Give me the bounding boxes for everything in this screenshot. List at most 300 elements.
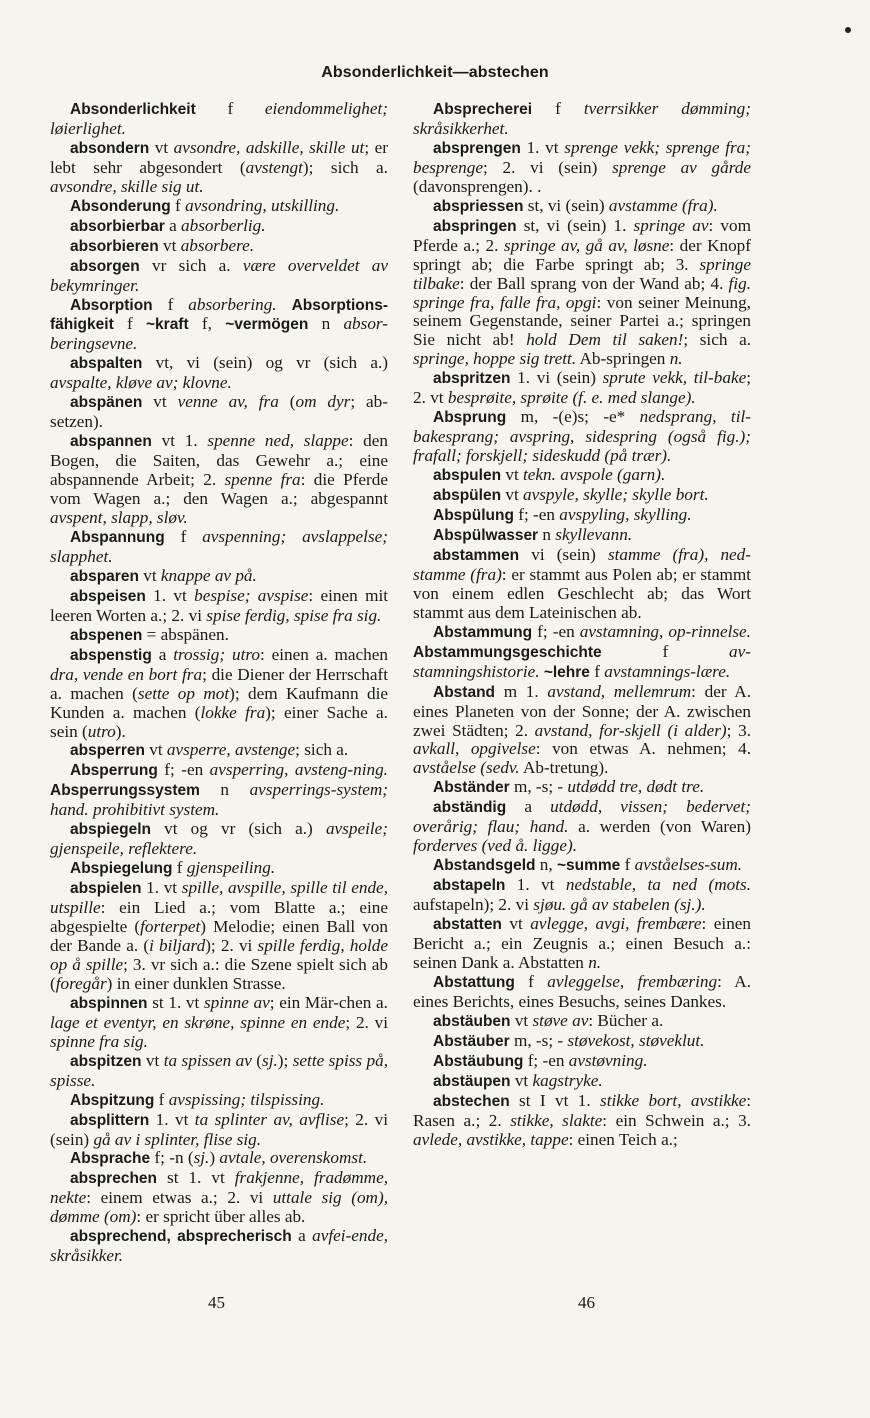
headword: ~kraft: [145, 316, 189, 334]
translation-text: absor-beringsevne.: [50, 314, 388, 354]
entry-text: vt: [149, 137, 174, 157]
entry-text: a: [291, 1226, 313, 1246]
translation-text: sprenge vekk; sprenge fra; besprenge: [413, 137, 752, 177]
translation-text: avsperring, avsteng-ning.: [209, 760, 388, 780]
translation-text: sprenge av gårde: [612, 157, 751, 177]
dictionary-entry: [413, 466, 751, 486]
dictionary-entry: [50, 761, 388, 820]
entry-text: ; ein Mär-chen a.: [269, 992, 388, 1012]
headword: abspielen: [70, 880, 142, 898]
translation-text: spille ferdig, holde op å spille: [50, 935, 389, 974]
dictionary-entry: [50, 237, 388, 257]
entry-text: st I vt 1.: [509, 1090, 601, 1110]
translation-text: utdødd, vissen; bedervet; overårig; flau; hand.: [413, 797, 751, 837]
translation-text: spinne av: [203, 992, 270, 1012]
headword: abstatten: [433, 916, 502, 934]
entry-text: vt 1.: [151, 431, 208, 451]
dictionary-entry: [50, 139, 388, 197]
entry-text: vt: [501, 485, 524, 505]
translation-text: sj.: [193, 1148, 210, 1168]
translation-text: gjenspeiling.: [186, 858, 276, 878]
dictionary-entry: [413, 526, 751, 546]
entry-text: f: [601, 641, 730, 661]
translation-text: venne av, fra: [177, 392, 279, 412]
entry-text: 1. vt: [520, 137, 565, 157]
translation-text: forderves (ved å. ligge).: [413, 836, 578, 856]
headword: Absorption: [70, 296, 153, 314]
dictionary-entry: [50, 626, 388, 646]
translation-text: avstamme (fra).: [608, 195, 718, 215]
translation-text: avsperrings-system; hand. prohibitivt system.: [50, 780, 388, 820]
entry-text: ; 2. vi: [345, 1012, 388, 1032]
headword: Abstäuber: [433, 1032, 510, 1050]
translation-text: springe av, gå av, løsne: [503, 235, 670, 255]
entry-text: ; 2. vt: [413, 368, 751, 408]
dictionary-entry: [413, 1012, 751, 1032]
translation-text: i biljard: [149, 935, 206, 955]
headword: Abständer: [433, 779, 510, 797]
dictionary-entry: [50, 393, 388, 432]
translation-text: av-stamningshistorie.: [413, 641, 751, 681]
entry-text: = abspänen.: [142, 624, 229, 644]
headword: Abstand: [433, 683, 495, 701]
headword: abspalten: [70, 355, 143, 373]
headword: abstechen: [433, 1092, 510, 1110]
headword: absplittern: [70, 1111, 150, 1129]
headword: abspänen: [70, 394, 143, 412]
translation-text: lokke fra: [200, 702, 266, 722]
dictionary-entry: [50, 217, 388, 237]
translation-text: avståelse (sedv.: [413, 758, 520, 778]
headword: abspülen: [433, 487, 502, 505]
dictionary-entry: [413, 369, 751, 408]
entry-text: st 1. vt: [157, 1168, 235, 1188]
dictionary-entry: [413, 217, 751, 370]
entry-text: st 1. vt: [147, 992, 204, 1012]
entry-text: );: [277, 1050, 293, 1070]
entry-text: : der Knopf springt ab; die Farbe springt ab; 3.: [413, 235, 752, 274]
entry-text: : ein Lied a.; vom Blatte a.; eine abgespielte (: [50, 898, 388, 937]
headword: absorbieren: [70, 237, 159, 255]
dictionary-entry: [413, 486, 751, 506]
entry-text: st, vi (sein): [523, 195, 609, 215]
translation-text: være overveldet av bekymringer.: [50, 255, 388, 295]
page-number-right: 46: [578, 1293, 595, 1312]
translation-text: sprute vekk, til-bake: [602, 368, 747, 388]
entry-text: st, vi (sein) 1.: [516, 215, 634, 235]
headword: Absperrungssystem: [50, 782, 200, 800]
dictionary-entry: [50, 1111, 388, 1150]
translation-text: støve av: [532, 1010, 589, 1030]
entry-text: : einen a. machen: [260, 644, 388, 664]
entry-text: m, -(e)s; -e*: [506, 407, 640, 427]
entry-text: ): [209, 1148, 220, 1168]
translation-text: uttale sig (om), dømme (om): [50, 1188, 388, 1227]
dictionary-entry: [413, 1032, 751, 1052]
entry-text: 1. vt: [141, 878, 182, 898]
translation-text: avspeile; gjenspeile, reflektere.: [50, 819, 388, 859]
translation-text: stamme (fra), ned-stamme (fra): [413, 544, 751, 584]
entry-text: : Bücher a.: [588, 1010, 664, 1030]
entry-text: f: [589, 661, 605, 681]
entry-text: : einen mit leeren Worten a.; 2. vi: [50, 585, 388, 625]
dictionary-entry: [50, 528, 388, 567]
entry-text: (davonsprengen). .: [413, 176, 542, 196]
headword: abspitzen: [70, 1052, 142, 1070]
dictionary-entry: [50, 646, 388, 742]
entry-text: vt og vr (sich a.): [150, 819, 326, 839]
translation-text: sette spiss på, spisse.: [50, 1050, 389, 1090]
entry-text: f; -en: [513, 505, 560, 525]
entry-text: ; er lebt sehr abgesondert (: [50, 137, 388, 177]
entry-text: : A. eines Berichts, eines Besuchs, seines Dankes.: [413, 971, 751, 1011]
headword: ~vermögen: [225, 316, 309, 334]
translation-text: utdødd tre, dødt tre.: [567, 777, 705, 797]
dictionary-entry: [50, 994, 388, 1052]
dictionary-entry: [413, 408, 751, 466]
translation-text: frakjenne, fradømme, nekte: [50, 1168, 388, 1208]
translation-text: hold Dem til saken!: [526, 330, 684, 350]
headword: Absprache: [70, 1150, 151, 1168]
headword: absorgen: [70, 257, 140, 275]
entry-text: n: [538, 524, 556, 544]
entry-text: vt: [501, 465, 524, 485]
entry-text: f; -en: [532, 621, 580, 641]
dictionary-entry: [50, 100, 388, 139]
translation-text: støvekost, støveklut.: [567, 1030, 705, 1050]
entry-text: f: [164, 526, 203, 546]
headword: Abstammung: [433, 623, 533, 641]
translation-text: spinne fra sig.: [50, 1031, 148, 1051]
entry-text: vt: [141, 1050, 164, 1070]
dictionary-entry: [413, 1072, 751, 1092]
translation-text: springe tilbake: [413, 254, 751, 293]
translation-text: sjøu. gå av stabelen (sj.).: [533, 895, 706, 915]
entry-text: a. werden (von Waren): [568, 817, 751, 837]
entry-text: n: [199, 780, 250, 800]
translation-text: forterpet: [140, 917, 201, 937]
translation-text: avstamnings-lære.: [604, 661, 731, 681]
translation-text: spille, avspille, spille til ende, utspille: [50, 878, 388, 918]
translation-text: avstøvning.: [568, 1050, 648, 1070]
entry-text: f: [113, 314, 146, 334]
dictionary-entry: [50, 1091, 388, 1111]
headword: abspriessen: [433, 197, 524, 215]
headword: absorbierbar: [70, 217, 165, 235]
entry-text: Ab-tretung).: [519, 758, 609, 778]
entry-text: f; -en: [523, 1050, 569, 1070]
dictionary-entry: [413, 546, 751, 623]
translation-text: foregår: [55, 973, 107, 993]
entry-text: f: [170, 195, 186, 215]
entry-text: aufstapeln); 2. vi: [413, 895, 534, 915]
translation-text: springe av: [633, 215, 709, 235]
entry-text: : einen Bericht a.; ein Zeugnis a.; einen Besuch a.: seinen Dank a. Abstatten: [413, 914, 752, 972]
entry-text: : der Ball sprang von der Wand ab; 4.: [459, 273, 729, 293]
entry-text: a: [506, 797, 551, 817]
dictionary-entry: [50, 587, 388, 626]
entry-text: f: [620, 855, 635, 875]
dictionary-entry: [413, 798, 751, 856]
translation-text: avsondre, skille sig ut.: [50, 176, 204, 196]
headword: Abspülwasser: [433, 526, 539, 544]
dictionary-entry: [50, 296, 388, 355]
translation-text: avstengt: [245, 157, 303, 177]
entry-text: : einen Teich a.;: [568, 1129, 678, 1149]
translation-text: fig. springe fra, falle fra, opgi: [413, 273, 751, 312]
translation-text: stikke, slakte: [510, 1110, 603, 1130]
entry-text: : von seiner Meinung, seinem Gegenstande, seiner Partei a.; springen Sie nicht ab!: [413, 292, 751, 350]
headword: Absonderung: [70, 197, 171, 215]
translation-text: avspalte, kløve av; klovne.: [50, 373, 232, 393]
entry-text: : einem etwas a.; 2. vi: [86, 1188, 273, 1208]
entry-text: : Rasen a.; 2.: [413, 1090, 751, 1130]
entry-text: ); sich a.: [302, 157, 388, 177]
headword: ~lehre: [543, 663, 590, 681]
translation-text: utro: [87, 721, 116, 741]
dictionary-entry: [413, 623, 751, 683]
headword: Abspiegelung: [70, 860, 173, 878]
dictionary-entry: [50, 257, 388, 296]
translation-text: nedstable, ta ned (mots.: [565, 875, 751, 895]
translation-text: avlede, avstikke, tappe: [413, 1129, 569, 1149]
entry-text: [277, 295, 292, 314]
translation-text: tverrsikker dømming; skråsikkerhet.: [413, 99, 751, 138]
entry-text: ); 2. vi: [205, 935, 258, 955]
entry-text: f: [514, 971, 548, 991]
entry-text: n,: [535, 855, 557, 875]
entry-text: 1. vt: [145, 585, 195, 605]
entry-text: f: [172, 858, 187, 878]
headword: Abspitzung: [70, 1091, 155, 1109]
translation-text: n.: [669, 349, 683, 369]
headword: abspringen: [433, 217, 517, 235]
translation-text: avkall, opgivelse: [413, 739, 536, 759]
translation-text: spise ferdig, spise fra sig.: [206, 605, 382, 625]
dictionary-entry: [50, 1169, 388, 1227]
translation-text: avlegge, avgi, frembære: [530, 914, 702, 934]
entry-text: ); dem Kaufmann die Kunden a. machen (: [50, 683, 388, 722]
dictionary-entry: [50, 820, 388, 859]
headword: abspeisen: [70, 587, 146, 605]
translation-text: avspyle, skylle; skylle bort.: [523, 485, 709, 505]
entry-text: f; -n (: [150, 1148, 194, 1168]
dictionary-entry: [413, 973, 751, 1012]
entry-text: vt: [158, 235, 181, 255]
translation-text: kagstryke.: [532, 1070, 603, 1090]
entry-text: 1. vt: [505, 875, 566, 895]
entry-text: : die Pferde vom Wagen a.; den Wagen a.; abgespannt: [50, 470, 388, 509]
translation-text: avstand, mellemrum: [547, 681, 692, 701]
dictionary-entry: [50, 432, 388, 528]
headword: absondern: [70, 139, 150, 157]
translation-text: spenne fra: [224, 470, 301, 490]
entry-text: : er spricht über alles ab.: [136, 1207, 306, 1227]
translation-text: spenne ned, slappe: [207, 431, 349, 451]
translation-text: ta spissen av: [163, 1050, 252, 1070]
dictionary-entry: [413, 876, 751, 915]
translation-text: eiendommelighet; løierlighet.: [50, 99, 388, 138]
translation-text: tekn. avspole (garn).: [523, 465, 666, 485]
dictionary-entry: [50, 1052, 388, 1091]
translation-text: dra, vende en bort fra: [50, 664, 203, 684]
translation-text: ta splinter av, avflise: [194, 1109, 345, 1129]
entry-text: ; 2. vi (sein): [483, 157, 613, 177]
translation-text: avspyling, skylling.: [559, 505, 692, 525]
entry-text: : von etwas A. nehmen; 4.: [535, 739, 751, 759]
translation-text: avsondre, adskille, skille ut: [173, 137, 365, 157]
entry-text: m, -s; -: [509, 1030, 568, 1050]
entry-text: a: [151, 644, 174, 664]
entry-text: ) in einer dunklen Strasse.: [106, 973, 286, 993]
headword: absprengen: [433, 139, 521, 157]
entry-text: a: [164, 215, 181, 235]
headword: abstapeln: [433, 877, 506, 895]
translation-text: absorberlig.: [181, 215, 266, 235]
entry-text: vt: [501, 914, 531, 934]
translation-text: absorbering.: [188, 294, 277, 314]
headword: Abstäubung: [433, 1052, 524, 1070]
headword: Absperrung: [70, 762, 158, 780]
entry-text: vr sich a.: [139, 255, 243, 275]
entry-text: vt: [510, 1010, 533, 1030]
entry-text: : er stammt aus Polen ab; er stammt von einem edlen Geschlecht ab; das Wort stammt aus dem Lateinischen ab.: [413, 564, 751, 622]
headword: absprechen: [70, 1170, 158, 1188]
entry-text: vt, vi (sein) og vr (sich a.): [142, 353, 388, 373]
entry-text: f; -en: [157, 760, 210, 780]
translation-text: avleggelse, frembæring: [547, 971, 718, 991]
translation-text: lage et eventyr, en skrøne, spinne en ende: [50, 1012, 346, 1032]
dictionary-entry: [413, 139, 751, 197]
entry-text: Ab-springen: [576, 349, 670, 369]
entry-text: : den Bogen, die Saiten, das Gewehr a.; eine abspannende Arbeit; 2.: [50, 431, 388, 490]
entry-text: ; sich a.: [295, 740, 349, 760]
dictionary-entry: [413, 778, 751, 798]
dictionary-entry: [413, 197, 751, 217]
entry-text: : ein Schwein a.; 3.: [602, 1110, 751, 1130]
dictionary-entry: [413, 856, 751, 876]
entry-text: 1. vi (sein): [510, 368, 603, 388]
translation-text: knappe av på.: [160, 565, 257, 585]
entry-text: ; die Diener der Herrschaft a. machen (: [50, 664, 388, 703]
translation-text: skyllevann.: [555, 524, 633, 544]
dictionary-entry: [413, 1052, 751, 1072]
entry-text: ; ab-setzen).: [50, 392, 388, 432]
translation-text: avsperre, avstenge: [166, 740, 296, 760]
entry-text: ; 3. vr sich a.: die Szene spielt sich ab (: [50, 954, 388, 993]
translation-text: avstand, for-skjell (i alder): [534, 720, 727, 740]
dictionary-entry: [413, 915, 751, 973]
entry-text: (: [278, 392, 296, 412]
translation-text: gå av i splinter, flise sig.: [93, 1129, 262, 1149]
headword: absparen: [70, 567, 139, 585]
dictionary-entry: [50, 741, 388, 761]
headword: abspinnen: [70, 994, 148, 1012]
dictionary-entry: [50, 879, 388, 994]
headword: absprechend, absprecherisch: [70, 1228, 292, 1246]
headword: abstäuben: [433, 1012, 511, 1030]
entry-text: m, -s; -: [509, 777, 568, 797]
translation-text: avspissing; tilspissing.: [168, 1089, 325, 1109]
entry-text: m 1.: [495, 681, 548, 701]
translation-text: besprøite, sprøite (f. e. med slange).: [447, 388, 696, 408]
dictionary-entry: [413, 1092, 751, 1150]
dictionary-entry: [50, 859, 388, 879]
translation-text: springe, hoppe sig trett.: [413, 349, 577, 369]
headword: abstäupen: [433, 1072, 511, 1090]
entry-text: vt: [144, 740, 167, 760]
headword: abstammen: [433, 546, 520, 564]
headword: abständig: [433, 799, 507, 817]
translation-text: sj.: [262, 1050, 278, 1070]
headword: Abstattung: [433, 973, 515, 991]
dictionary-entry: [50, 197, 388, 217]
entry-text: f: [152, 294, 189, 314]
entry-text: : der A. eines Planeten von der Sonne; der A. zwischen zwei Städten; 2.: [413, 681, 752, 740]
headword: ~summe: [556, 857, 621, 875]
headword: abspannen: [70, 433, 152, 451]
entry-text: f: [195, 99, 265, 118]
headword: Absonderlichkeit: [70, 101, 196, 118]
entry-text: : vom Pferde a.; 2.: [413, 215, 751, 255]
entry-text: f,: [188, 314, 226, 334]
translation-text: avståelses-sum.: [634, 855, 743, 875]
headword: abspenen: [70, 626, 143, 644]
translation-text: sette op mot: [137, 683, 230, 703]
right-column: [413, 100, 751, 1149]
headword: Abstammungsgeschichte: [413, 643, 602, 661]
entry-text: vt: [142, 392, 178, 412]
translation-text: bespise; avspise: [194, 585, 309, 605]
dictionary-entry: [413, 506, 751, 526]
translation-text: om dyr: [295, 392, 351, 412]
entry-text: vi (sein): [519, 544, 608, 564]
translation-text: nedsprang, til-bakesprang; avspring, sidespring (også fig.); frafall; forskjell; sideskudd (på trær).: [413, 407, 751, 466]
entry-text: 1. vt: [149, 1109, 195, 1129]
translation-text: n.: [588, 952, 602, 972]
headword: absperren: [70, 742, 145, 760]
translation-text: stikke bort, avstikke: [600, 1090, 747, 1110]
headword: abspiegeln: [70, 821, 151, 839]
left-column: [50, 100, 388, 1266]
dictionary-entry: [50, 567, 388, 587]
dictionary-entry: [413, 100, 751, 139]
translation-text: absorbere.: [180, 235, 255, 255]
translation-text: avstamning, op-rinnelse.: [579, 621, 751, 641]
headword: Absprung: [433, 409, 507, 427]
translation-text: avspenning; avslappelse; slapphet.: [50, 526, 388, 566]
translation-text: trossig; utro: [173, 644, 260, 664]
translation-text: avsondring, utskilling.: [185, 195, 340, 215]
entry-text: ; 2. vi (sein): [50, 1109, 388, 1149]
headword: abspulen: [433, 467, 502, 485]
entry-text: ; 3.: [726, 720, 751, 740]
headword: abspritzen: [433, 370, 511, 388]
dictionary-entry: [50, 1149, 388, 1169]
entry-text: n: [308, 314, 344, 334]
dictionary-entry: [50, 1227, 388, 1266]
headword: Absorptions-fähigkeit: [50, 296, 388, 334]
entry-text: f: [154, 1089, 169, 1109]
headword: Abspannung: [70, 528, 165, 546]
entry-text: ; sich a.: [683, 330, 751, 350]
entry-text: ) Melodie; einen Ball von der Bande a. (: [50, 917, 388, 955]
headword: Abstandsgeld: [433, 857, 536, 875]
entry-text: (: [251, 1050, 263, 1070]
entry-text: ).: [115, 721, 126, 741]
translation-text: avspent, slapp, sløv.: [50, 508, 188, 528]
dictionary-entry: [50, 354, 388, 393]
